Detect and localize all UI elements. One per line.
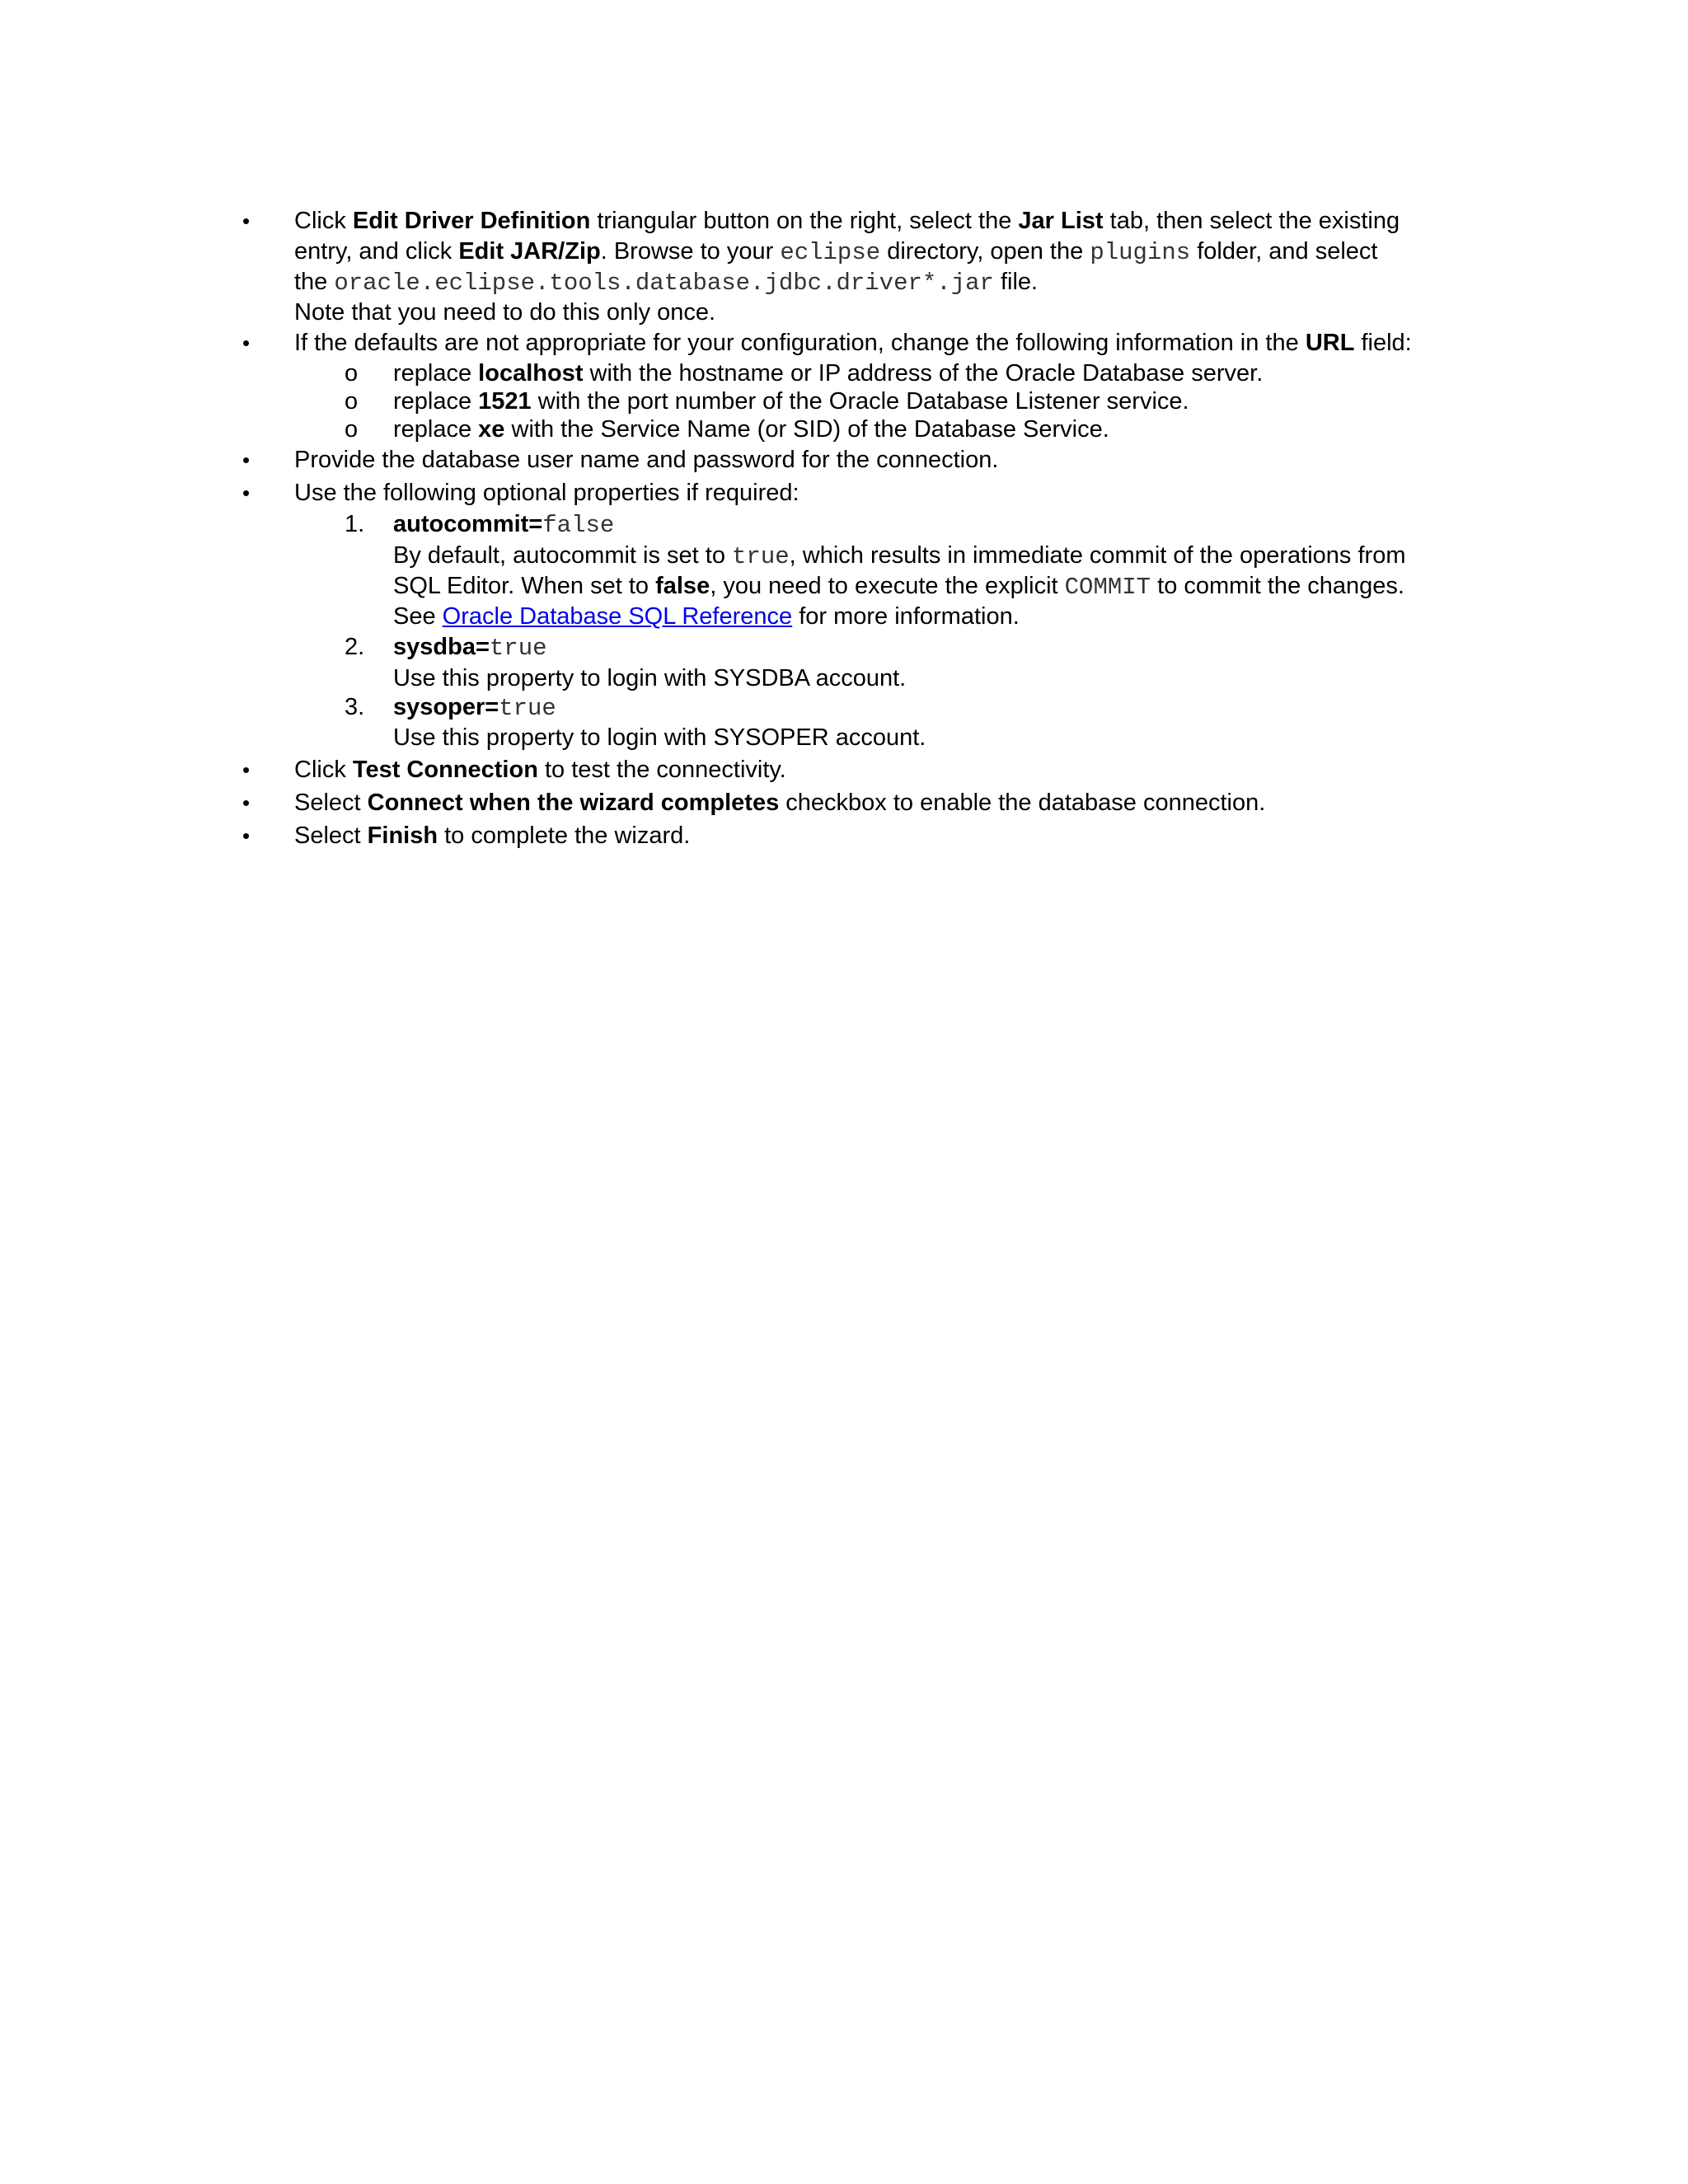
sub-item-port [0, 387, 1688, 417]
property-value: true [489, 635, 547, 662]
code-term: COMMIT [1064, 574, 1151, 601]
bold-term: Edit JAR/Zip [458, 238, 601, 265]
line-text [294, 328, 1412, 359]
list-item-finish [0, 821, 1688, 851]
text-run: field: [1354, 330, 1412, 356]
sql-reference-link[interactable]: Oracle Database SQL Reference [442, 603, 793, 630]
number-marker: 3. [345, 694, 365, 720]
line-text [393, 387, 1189, 417]
bullet-marker: • [242, 790, 251, 815]
line-text [294, 755, 786, 785]
property-key: sysoper= [393, 694, 499, 720]
numbered-item-sysdba [0, 632, 1688, 663]
line-text: Provide the database user name and password for the connection. [294, 447, 999, 473]
line-text [294, 788, 1265, 818]
bullet-marker: • [242, 330, 251, 355]
line-text [393, 509, 614, 541]
numbered-item-description [0, 602, 1688, 632]
list-item-credentials [0, 445, 1688, 476]
bold-term: Connect when the wizard completes [367, 790, 780, 816]
text-run: to test the connectivity. [537, 757, 786, 783]
numbered-item-description [0, 663, 1688, 694]
text-run: SQL Editor. When set to [393, 573, 656, 599]
line-text [393, 632, 547, 663]
line-text: Use the following optional properties if required: [294, 480, 799, 506]
note-text: Note that you need to do this only once. [294, 299, 716, 326]
code-term: true [732, 543, 790, 570]
bullet-marker: • [242, 823, 251, 848]
list-item-test-connection [0, 755, 1688, 785]
list-item-defaults [0, 328, 1688, 359]
text-run: tab, then select the existing [1103, 208, 1400, 234]
property-value: true [499, 695, 556, 722]
text-run: file. [993, 269, 1039, 295]
text-run: Click [294, 208, 353, 234]
bold-term: Finish [367, 823, 438, 849]
list-item-connect-checkbox [0, 788, 1688, 818]
code-term: plugins [1090, 239, 1191, 266]
line-text [294, 821, 690, 851]
text-run: By default, autocommit is set to [393, 542, 733, 569]
text-run: replace [393, 360, 479, 387]
numbered-item-description [0, 571, 1688, 602]
line-text [294, 267, 1038, 298]
text-run: , you need to execute the explicit [710, 573, 1065, 599]
text-run: entry, and click [294, 238, 459, 265]
numbered-item-description [0, 723, 1688, 753]
text-run: folder, and select [1190, 238, 1378, 265]
code-term: eclipse [780, 239, 881, 266]
text-run: Click [294, 757, 353, 783]
sub-bullet-marker: o [345, 416, 359, 443]
bold-term: localhost [478, 360, 584, 387]
bold-term: xe [478, 416, 505, 443]
line-text [393, 415, 1109, 445]
text-run: Select [294, 823, 368, 849]
line-text [294, 237, 1377, 268]
sub-item-localhost [0, 359, 1688, 389]
line-text [393, 602, 1020, 632]
text-run: triangular button on the right, select the [590, 208, 1019, 234]
text-run: directory, open the [880, 238, 1090, 265]
bullet-marker: • [242, 757, 251, 782]
list-item-properties [0, 478, 1688, 509]
sub-bullet-marker: o [345, 360, 359, 387]
text-run: , which results in immediate commit of the operations from [789, 542, 1406, 569]
number-marker: 1. [345, 511, 365, 537]
numbered-item-autocommit [0, 509, 1688, 540]
text-run: for more information. [792, 603, 1020, 630]
bold-term: Edit Driver Definition [352, 208, 591, 234]
text-run: to complete the wizard. [438, 823, 691, 849]
list-item-continuation [0, 267, 1688, 298]
sub-item-service [0, 415, 1688, 445]
property-key: sysdba= [393, 634, 490, 660]
line-text: Use this property to login with SYSOPER account. [393, 724, 926, 751]
text-run: If the defaults are not appropriate for your configuration, change the following information in the [294, 330, 1306, 356]
bold-term: Test Connection [352, 757, 538, 783]
bullet-marker: • [242, 448, 251, 472]
text-run: checkbox to enable the database connection. [779, 790, 1266, 816]
text-run: to commit the changes. [1151, 573, 1404, 599]
line-text: Use this property to login with SYSDBA account. [393, 665, 907, 691]
text-run: Select [294, 790, 368, 816]
bold-term: Jar List [1018, 208, 1104, 234]
text-run: with the hostname or IP address of the Oracle Database server. [583, 360, 1264, 387]
code-term: oracle.eclipse.tools.database.jdbc.driver*.jar [334, 269, 994, 297]
list-item-continuation [0, 237, 1688, 267]
text-run: . Browse to your [600, 238, 781, 265]
bold-term: 1521 [478, 388, 532, 415]
line-text [393, 692, 556, 724]
property-key: autocommit= [393, 511, 543, 537]
text-run: with the port number of the Oracle Database Listener service. [531, 388, 1189, 415]
numbered-item-description [0, 541, 1688, 571]
sub-bullet-marker: o [345, 388, 359, 415]
bullet-marker: • [242, 209, 251, 233]
text-run: replace [393, 416, 479, 443]
text-run: the [294, 269, 335, 295]
bold-term: URL [1305, 330, 1355, 356]
text-run: with the Service Name (or SID) of the Database Service. [504, 416, 1109, 443]
line-text [393, 359, 1263, 389]
list-item-edit-driver [0, 206, 1688, 237]
line-text [294, 206, 1400, 237]
list-item-note [0, 298, 1688, 328]
bullet-marker: • [242, 480, 251, 505]
line-text [393, 571, 1404, 602]
text-run: replace [393, 388, 479, 415]
property-value: false [542, 512, 615, 539]
number-marker: 2. [345, 634, 365, 660]
bold-term: false [655, 573, 710, 599]
line-text [393, 541, 1405, 572]
text-run: See [393, 603, 443, 630]
numbered-item-sysoper [0, 692, 1688, 723]
